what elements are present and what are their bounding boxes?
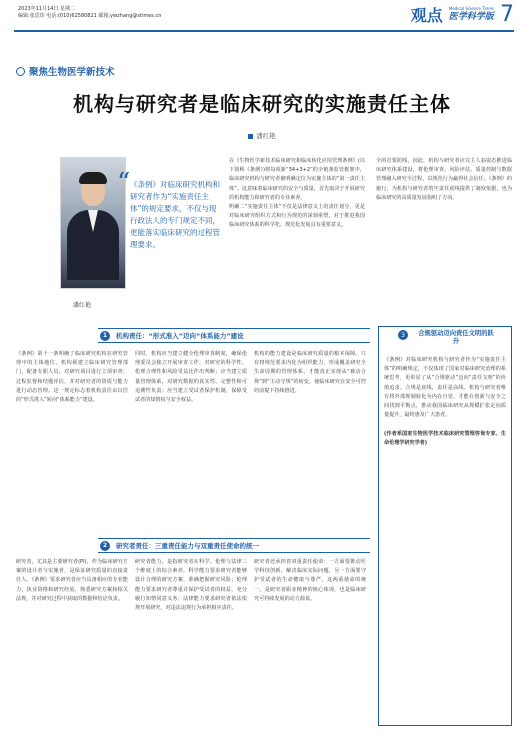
headline: 机构与研究者是临床研究的实施责任主体 (73, 92, 451, 116)
section-2-number: 2 (100, 541, 110, 551)
s1-column-1: 《条例》第十一条明确了临床研究机构在研究管理中的主体地位，机构须建立临床研究管理部门，配备专职人员，对研究项目进行立项审查、过程监督和结题评估，并对研究者的资质与能力进行动态管理。这一规定标志着机构责任由以往的“形式准入”转向“体系能力”建设。 (16, 351, 128, 404)
byline (0, 131, 524, 140)
masthead-brand (411, 2, 514, 27)
section-2-title: 研究者责任：三重责任能力与双重责任使命的统一 (116, 542, 259, 550)
issue-date: 2023年11月14日 星期二 (18, 6, 76, 12)
section-3-number: 3 (398, 330, 408, 340)
s3-column (384, 356, 506, 448)
author-name: 潘红艳 (256, 132, 276, 140)
masthead-meta (18, 6, 161, 20)
edition-name (449, 6, 494, 23)
page-number: 7 (500, 2, 514, 27)
author-note: (作者系国家生物医学技术临床研究管理咨询专家、生命伦理学研究学者) (384, 430, 506, 446)
section-name: 观点 (410, 6, 443, 25)
section-1-title: 机构责任：“形式准入”迈向“体系能力”建设 (116, 332, 244, 340)
s1-column-3: 机构的能力建设是临床研究质量的根本保障。只有将规范要求内化为组织能力，形成覆盖研究全生命周期的管理体系，才能真正实现从“被动合规”到“主动守规”的转变，使临床研究在安全可控的前提下持续推进。 (254, 351, 366, 394)
column-tag (16, 64, 115, 78)
quote-mark-icon: “ (117, 168, 131, 198)
section-1-header (98, 328, 370, 343)
s3-body: 《条例》对临床研究机构与研究者作为“实施责任主体”的明确规定，不仅体现了国家对临床研究治理的系统思考，更彰显了从“合规驱动”迈向“责任文明”的价值追求。合规是底线，责任是高线。机构与研究者唯有将外部规制转化为内在自觉，才能在创新与安全之间找到平衡点，推动我国临床研究从规模扩张走向质量提升，最终惠及广大患者。 (384, 357, 506, 419)
s2-column-3: 研究者还承担着双重责任使命：一方面要推动医学科技创新、解决临床实际问题，另一方面要守护受试者的生命健康与尊严。这两重使命的统一，是研究者职业精神的核心体现，也是临床研究可持续发展的动力源泉。 (254, 559, 366, 602)
intro-column-1 (229, 157, 365, 231)
square-bullet-icon (248, 134, 253, 139)
s1-column-2: 同时，机构应当建立健全伦理审查制度，确保伦理委员会独立开展审查工作，对研究的科学性、伦理合理性和风险受益比作出判断；应当建立质量管理体系，对研究数据的真实性、完整性和可追溯性负责；应当建立受试者保护机制，保障受试者的知情权与安全权益。 (135, 351, 247, 404)
s2-column-1: 研究者，尤其是主要研究者(PI)，作为临床研究方案的设计者与实施者，是保证研究质量的直接责任人。《条例》要求研究者应当具备相应的专业能力、执业资格和研究经验，熟悉研究方案和相关法规，并对研究过程中获取的数据和结论负责。 (16, 559, 128, 602)
photo-caption: 潘红艳 (73, 302, 92, 309)
editor-contact: 编辑:张思玮 电话:(010)62580821 邮箱:ywzhang@stimes.cn (18, 13, 162, 19)
intro-para-1: 在《生物医学新技术临床研究和临床转化应用管理条例》(以下简称《条例》)将每项新“34+3+2”的全链条监管框架中，临床研究机构与研究者被明确定位为实施主体的“第一责任主体”。这意味着临床研究的安全与质量，首先取决于开展研究的机构能力和研究者的专业素养。 (229, 158, 365, 201)
section-3-title: 合规驱动迈向责任文明的跃升 (418, 330, 494, 345)
column-tag-label: 聚焦生物医学新技术 (29, 67, 115, 78)
circle-icon (16, 67, 25, 76)
section-2-header (98, 538, 370, 553)
pull-quote: 《条例》对临床研究机构和研究者作为“实施责任主体”的规定要求，不仅与现行政法人的专门规定不同，更能落实临床研究的过程管理要求。 (130, 180, 220, 249)
s2-column-2: 研究者能力，是指研究者在科学、伦理与法律三个维度上的综合素养。科学能力要求研究者能够设计合理的研究方案，准确把握研究风险；伦理能力要求研究者尊重并保护受试者的权益，充分履行知情同意义务；法律能力要求研究者依法依规开展研究，对违法违规行为承担相应责任。 (135, 559, 247, 612)
edition-en: Medical Science Times (448, 6, 494, 11)
intro-column-2: 全的首要防线，因此，机构与研究者应以主人翁姿态推进临床研究体系建设，将伦理审查、风险评估、质量控制与数据管理融入研究全过程，以规范行为赢得社会信任。《条例》的施行，为机构与研究者筑牢责任底线提供了制度依据，也为临床研究的高质量发展指明了方向。 (376, 158, 512, 201)
header-rule (14, 30, 514, 32)
intro-para-2: 明确二“实施责任主体”不仅是法律意义上的责任划分，更是对临床研究组织方式和行为规范的深刻重塑，对于推进我国临床研究体系的科学化、规范化发展具有重要意义。 (229, 204, 365, 229)
section-1-number: 1 (100, 331, 110, 341)
edition-cn: 医学科学版 (448, 12, 494, 22)
